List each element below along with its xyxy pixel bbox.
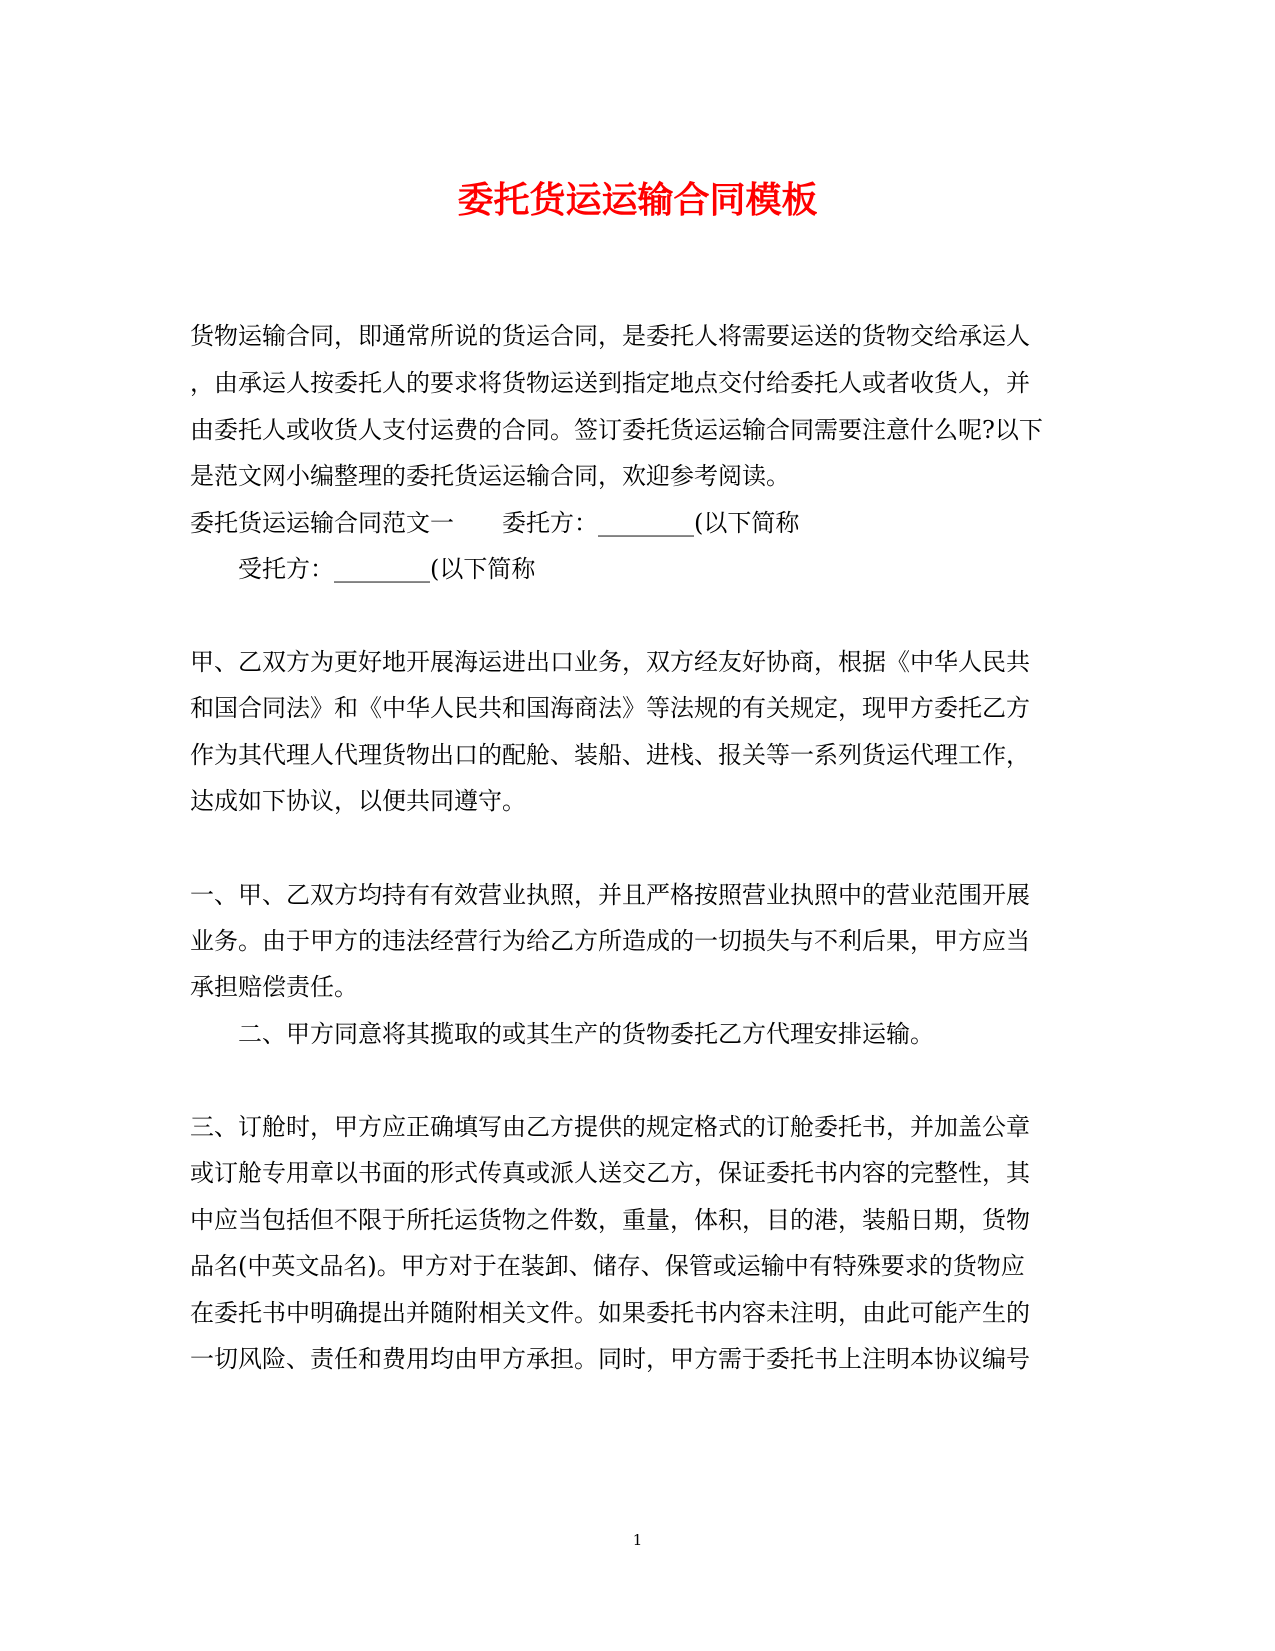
clause-3-line: 中应当包括但不限于所托运货物之件数，重量，体积，目的港，装船日期，货物 bbox=[190, 1206, 1030, 1234]
intro-line: 货物运输合同，即通常所说的货运合同，是委托人将需要运送的货物交给承运人 bbox=[190, 322, 1030, 350]
document-title: 委托货运运输合同模板 bbox=[457, 179, 818, 221]
preamble-line: 甲、乙双方为更好地开展海运进出口业务，双方经友好协商，根据《中华人民共 bbox=[190, 648, 1030, 676]
preamble-line: 达成如下协议，以便共同遵守。 bbox=[190, 787, 526, 815]
clause-1-line: 承担赔偿责任。 bbox=[190, 973, 358, 1001]
clause-3-line: 或订舱专用章以书面的形式传真或派人送交乙方，保证委托书内容的完整性，其 bbox=[190, 1159, 1030, 1187]
clause-3-line: 一切风险、责任和费用均由甲方承担。同时，甲方需于委托书上注明本协议编号 bbox=[190, 1345, 1030, 1373]
agent-line: 受托方：________(以下简称 bbox=[238, 555, 536, 583]
intro-line: 是范文网小编整理的委托货运运输合同，欢迎参考阅读。 bbox=[190, 462, 790, 490]
sample-heading-row bbox=[190, 508, 799, 538]
sample-heading: 委托货运运输合同范文一 bbox=[190, 509, 454, 537]
clause-3-line: 在委托书中明确提出并随附相关文件。如果委托书内容未注明，由此可能产生的 bbox=[190, 1299, 1030, 1327]
clause-1-line: 业务。由于甲方的违法经营行为给乙方所造成的一切损失与不利后果，甲方应当 bbox=[190, 927, 1030, 955]
page-number: 1 bbox=[632, 1531, 643, 1549]
clause-3-line: 三、订舱时，甲方应正确填写由乙方提供的规定格式的订舱委托书，并加盖公章 bbox=[190, 1113, 1030, 1141]
client-line: 委托方：________(以下简称 bbox=[502, 509, 800, 537]
clause-3-line: 品名(中英文品名)。甲方对于在装卸、储存、保管或运输中有特殊要求的货物应 bbox=[190, 1252, 1025, 1280]
preamble-line: 和国合同法》和《中华人民共和国海商法》等法规的有关规定，现甲方委托乙方 bbox=[190, 694, 1030, 722]
clause-1-line: 一、甲、乙双方均持有有效营业执照，并且严格按照营业执照中的营业范围开展 bbox=[190, 881, 1030, 909]
intro-line: 由委托人或收货人支付运费的合同。签订委托货运运输合同需要注意什么呢?以下 bbox=[190, 416, 1043, 444]
intro-line: ，由承运人按委托人的要求将货物运送到指定地点交付给委托人或者收货人，并 bbox=[190, 369, 1030, 397]
clause-2-line: 二、甲方同意将其揽取的或其生产的货物委托乙方代理安排运输。 bbox=[238, 1020, 934, 1048]
preamble-line: 作为其代理人代理货物出口的配舱、装船、进栈、报关等一系列货运代理工作， bbox=[190, 741, 1030, 769]
